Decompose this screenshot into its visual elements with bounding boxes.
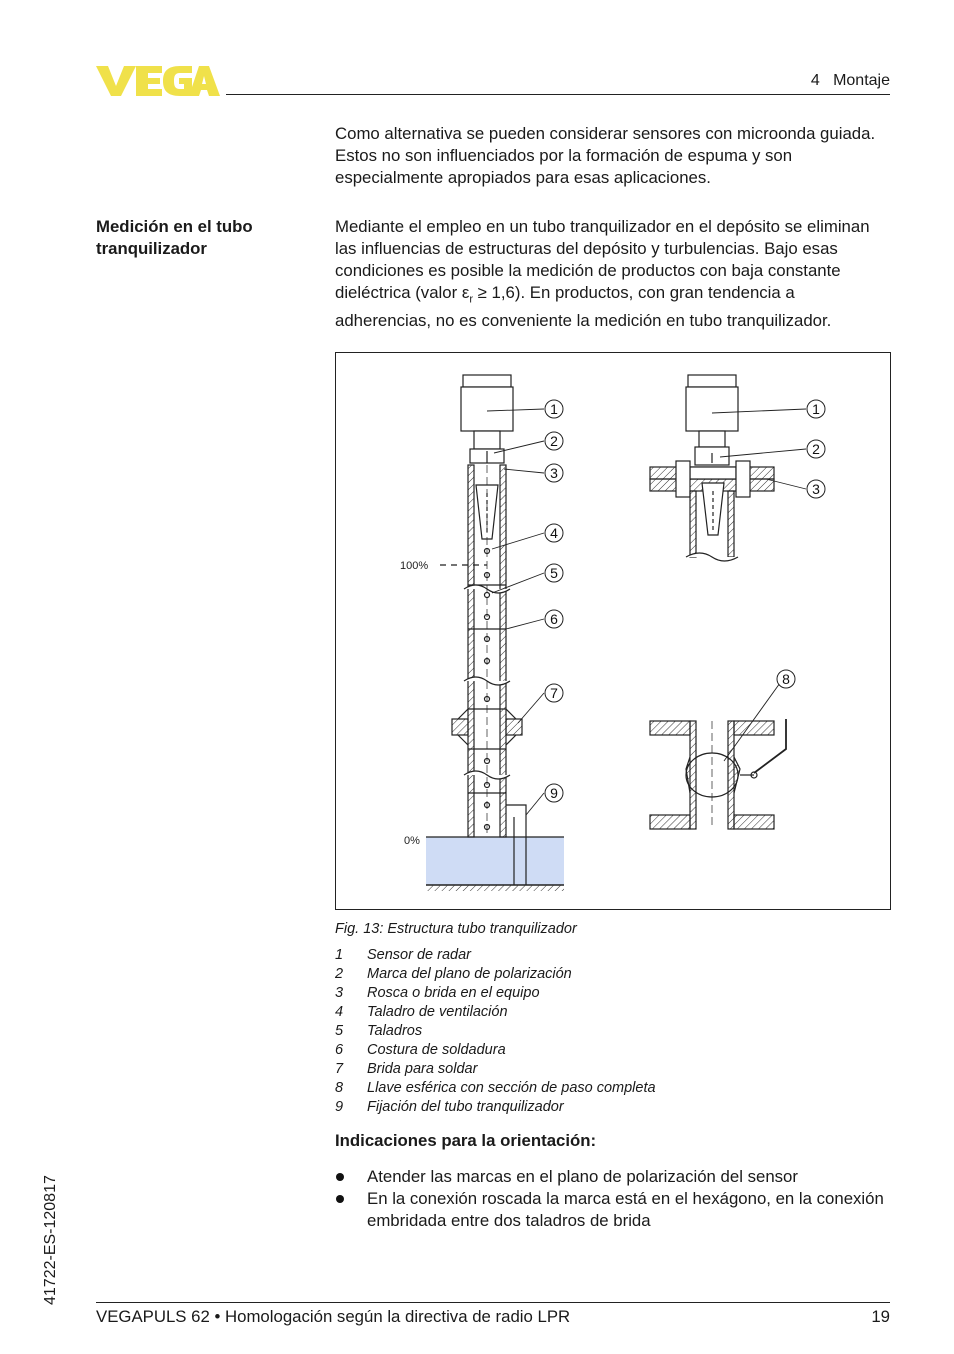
bullet-dot-icon <box>336 1195 344 1203</box>
callout-7: 7 <box>550 685 558 701</box>
tube-text-before: Mediante el empleo en un tubo tranquilizador en el depósito se eliminan las influencias de estructuras del depósito y turbulencias. Bajo esas condiciones es posible la medición de productos con baja constante dieléctrica (valor ε <box>335 217 870 302</box>
stilling-well-diagram <box>336 353 890 909</box>
bullet-item: Atender las marcas en el plano de polarización del sensor <box>335 1166 891 1188</box>
right-flange-assembly <box>650 375 774 561</box>
legend-item: 2 Marca del plano de polarización <box>335 966 572 982</box>
callout-4: 4 <box>550 525 558 541</box>
legend-item: 8 Llave esférica con sección de paso completa <box>335 1080 656 1096</box>
legend-item: 5 Taladros <box>335 1023 423 1039</box>
sensor-housing <box>463 375 511 387</box>
bullet-dot-icon <box>336 1173 344 1181</box>
orientation-bullets <box>335 1166 891 1232</box>
legend-item: 9 Fijación del tubo tranquilizador <box>335 1099 564 1115</box>
vega-logo-mark <box>96 66 220 96</box>
footer-text: VEGAPULS 62 • Homologación según la directiva de radio LPR <box>96 1307 571 1326</box>
figure-legend <box>335 946 656 1117</box>
tube-paragraph <box>335 216 891 332</box>
document-code: 41722-ES-120817 <box>42 1175 59 1305</box>
callout-3-left: 3 <box>550 465 558 481</box>
callout-2-left: 2 <box>550 433 558 449</box>
callout-1-right: 1 <box>812 401 820 417</box>
liquid <box>426 837 564 885</box>
callout-8: 8 <box>782 671 790 687</box>
orientation-heading: Indicaciones para la orientación: <box>335 1131 597 1150</box>
epsilon-subscript: r <box>469 293 473 306</box>
tube-text-after: ≥ 1,6). En productos, con gran tendencia a adherencias, no es conveniente la medición en tubo tranquilizador. <box>335 283 832 331</box>
callout-2-right: 2 <box>812 441 820 457</box>
ball-valve-assembly <box>650 719 786 829</box>
legend-item: 3 Rosca o brida en el equipo <box>335 985 540 1001</box>
figure-caption: Fig. 13: Estructura tubo tranquilizador <box>335 921 577 937</box>
side-heading: Medición en el tubo tranquilizador <box>96 217 253 258</box>
label-100-percent: 100% <box>400 560 429 572</box>
intro-paragraph: Como alternativa se pueden considerar sensores con microonda guiada. Estos no son influenciados por la formación de espuma y son especialmente apropiados para esas aplicaciones. <box>335 124 876 187</box>
bullet-item: En la conexión roscada la marca está en el hexágono, en la conexión embridada entre dos taladros de brida <box>335 1188 891 1232</box>
footer-rule <box>96 1302 890 1303</box>
page-number: 19 <box>871 1307 890 1326</box>
label-0-percent: 0% <box>404 835 420 847</box>
legend-item: 7 Brida para soldar <box>335 1061 478 1077</box>
section-title: 4 Montaje <box>810 72 890 89</box>
callout-6: 6 <box>550 611 558 627</box>
callout-1-left: 1 <box>550 401 558 417</box>
callout-9: 9 <box>550 785 558 801</box>
callouts <box>545 400 825 802</box>
figure-box <box>335 352 891 910</box>
legend-item: 4 Taladro de ventilación <box>335 1004 508 1020</box>
legend-item: 1 Sensor de radar <box>335 947 471 963</box>
callout-5: 5 <box>550 565 558 581</box>
legend-item: 6 Costura de soldadura <box>335 1042 506 1058</box>
header-rule <box>226 94 890 95</box>
vega-logo <box>96 64 220 98</box>
callout-3-right: 3 <box>812 481 820 497</box>
